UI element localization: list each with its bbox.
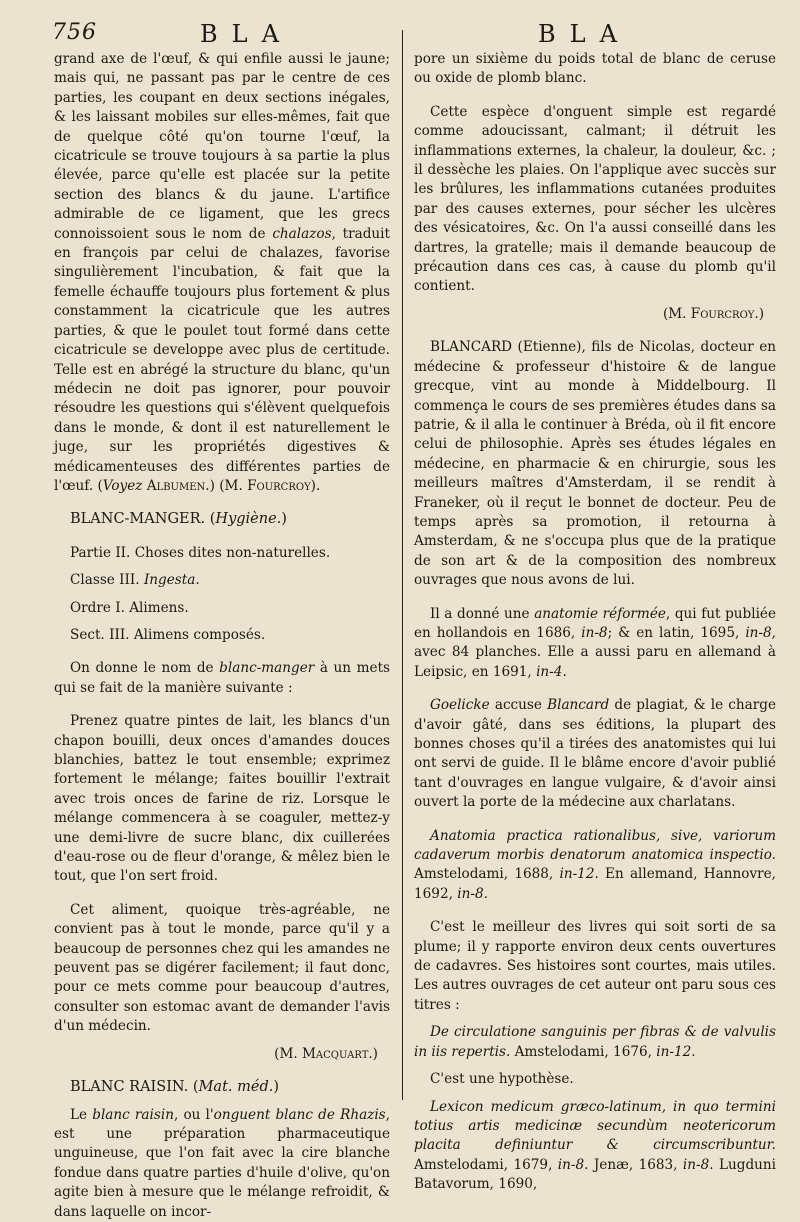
bibliography-de-circulatione: De circulatione sanguinis per fibras & de valvulis in iis repertis. Amstelodami, 1676, in-12. <box>414 1024 776 1060</box>
right-column <box>414 50 776 1195</box>
column-divider <box>402 30 403 1100</box>
left-column <box>54 50 390 1222</box>
article-title-blanc-manger: BLANC-MANGER. (Hygiène.) <box>70 511 287 528</box>
page-header <box>0 18 800 52</box>
running-head-left: BLA <box>200 20 293 48</box>
signature-fourcroy: (M. Fourcroy.) <box>662 305 764 322</box>
paragraph-blanc-raisin: Le blanc raisin, ou l'onguent blanc de Rhazis, est une préparation pharmaceutique unguineuse, que l'on fait avec la cire blanche fondue dans quatre parties d'huile d'olive, qu'on agite bien à mesure que le mélange refroidit, & dans laquelle on incor- <box>54 1106 390 1220</box>
paragraph-ceruse: pore un sixième du poids total de blanc de ceruse ou oxide de plomb blanc. <box>414 51 776 87</box>
signature-macquart: (M. Macquart.) <box>274 1045 378 1062</box>
paragraph-blancard: BLANCARD (Etienne), fils de Nicolas, docteur en médecine & professeur d'histoire & de langue grecque, vint au monde à Middelbourg. Il commença le cours de ses premières études dans sa patrie, & il alla le continuer à Bréda, où il fit encore celui de philosophie. Après ses études légales en médecine, en pharmacie & en chirurgie, sous les meilleurs maîtres d'Amsterdam, il se rendit à Franeker, où il reçut le bonnet de docteur. Peu de temps après sa promotion, il retourna à Amsterdam, & ne s'occupa plus que de la pratique de son art & de la composition des nombreux ouvrages que nous avons de lui. <box>414 339 776 589</box>
paragraph-definition: On donne le nom de blanc-manger à un mets qui se fait de la manière suivante : <box>54 660 391 696</box>
classification-section: Sect. III. Alimens composés. <box>70 626 266 643</box>
paragraph-recipe: Prenez quatre pintes de lait, les blancs d'un chapon bouilli, deux onces d'amandes douces blanchies, battez le tout ensemble; exprimez fortement le mélange; faites bouillir l'extrait avec trois onces de farine de riz. Lorsque le mélange commencera à se coaguler, mettez-y une demi-livre de sucre blanc, dix cuillerées d'eau-rose ou de fleur d'orange, & mêlez bien le tout, que l'on sert froid. <box>54 713 390 885</box>
paragraph-onguent: Cette espèce d'onguent simple est regardé comme adoucissant, calmant; il détruit les inflammations externes, la chaleur, la douleur, &c. ; il dessèche les plaies. On l'applique avec succès sur les brûlures, les inflammations cutanées produites par des causes externes, pour sécher les ulcères des vésicatoires, &c. On l'a aussi conseillé dans les dartres, la gratelle; mais il demande beaucoup de précaution dans ces cas, à cause du plomb qu'il contient. <box>414 103 776 295</box>
classification-ordre: Ordre I. Alimens. <box>70 599 189 616</box>
article-title-blanc-raisin: BLANC RAISIN. (Mat. méd.) <box>70 1079 280 1096</box>
bibliography-lexicon: Lexicon medicum græco-latinum, in quo termini totius artis medicinæ secundùm neotericorum placita definiuntur & circumscribuntur. Amstelodami, 1679, in-8. Jenæ, 1683, in-8. Lugduni Batavorum, 1690, <box>414 1098 776 1193</box>
paragraph-goelicke: Goelicke accuse Blancard de plagiat, & le charge d'avoir gâté, dans ses éditions, la plupart des bonnes choses qu'il a tirées des anatomistes qui lui ont servi de guide. Il le blâme encore d'avoir publié tant d'ouvrages en langue vulgaire, & d'avoir ainsi ouvert la porte de la médecine aux charlatans. <box>414 697 777 811</box>
running-head-right: BLA <box>538 20 631 48</box>
classification-classe: Classe III. Ingesta. <box>70 572 200 589</box>
paragraph-anatomie: Il a donné une anatomie réformée, qui fut publiée en hollandois en 1686, in-8; & en latin, 1695, in-8, avec 84 planches. Elle a aussi paru en allemand à Leipsic, en 1691, in-4. <box>414 605 777 680</box>
paragraph-hypothese: C'est une hypothèse. <box>430 1071 574 1088</box>
paragraph-aliment: Cet aliment, quoique très-agréable, ne convient pas à tout le monde, parce qu'il y a beaucoup de personnes chez qui les amandes ne peuvent pas se digérer facilement; il faut donc, pour ce mets comme pour beaucoup d'autres, consulter son estomac avant de demander l'avis d'un médecin. <box>54 901 390 1035</box>
page-number: 756 <box>52 20 97 45</box>
paragraph-oeuf: grand axe de l'œuf, & qui enfile aussi le jaune; mais qui, ne passant pas par le centre de ces parties, les coupant en deux sections inégales, & les laissant mobiles sur elles-mêmes, fait que de quelque côté qu'on tourne l'œuf, la cicatricule se trouve toujours à sa partie la plus élevée, parce qu'elle est placée sur la petite section des blancs & du jaune. L'artifice admirable de ce ligament, que les grecs connoissoient sous le nom de chalazos, traduit en françois par celui de chalazes, favorise singulièrement l'incubation, & fait que la femelle échauffe toujours plus fortement & plus constamment la cicatricule que les autres parties, & que le poulet tout formé dans cette cicatricule se developpe avec plus de certitude. Telle est en abrégé la structure du blanc, qu'un médecin ne doit pas ignorer, pour pouvoir résoudre les questions qui s'élèvent quelquefois dans le monde, & dont il est naturellement le juge, sur les propriétés digestives & médicamenteuses des différentes parties de l'œuf. (Voyez Albumen.) (M. Fourcroy). <box>54 51 390 494</box>
article-title-blancard: BLANCARD (Etienne) <box>430 339 582 356</box>
bibliography-anatomia-practica: Anatomia practica rationalibus, sive, variorum cadaverum morbis denatorum anatomica inspectio. Amstelodami, 1688, in-12. En allemand, Hannovre, 1692, in-8. <box>414 827 776 902</box>
classification-partie: Partie II. Choses dites non-naturelles. <box>70 544 331 561</box>
paragraph-meilleur-livre: C'est le meilleur des livres qui soit sorti de sa plume; il y rapporte environ deux cents ouvertures de cadavres. Ses histoires sont courtes, mais utiles. Les autres ouvrages de cet auteur ont paru sous ces titres : <box>414 919 776 1013</box>
